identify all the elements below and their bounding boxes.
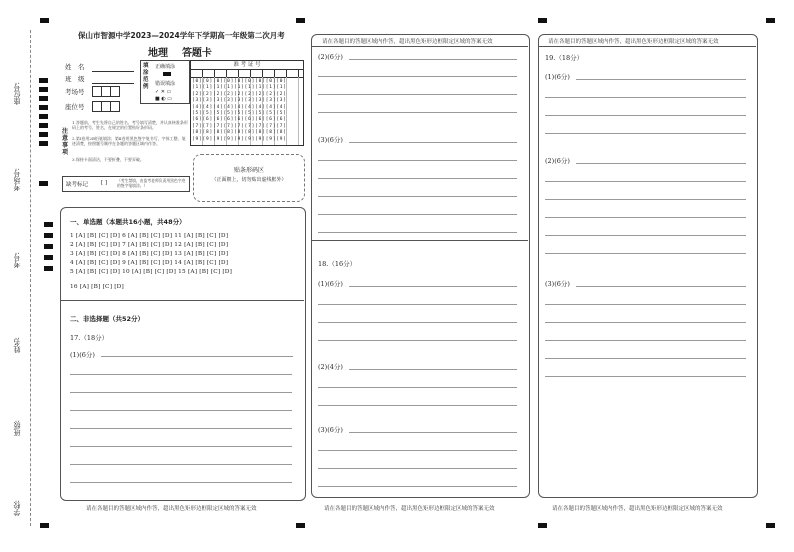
answer-line[interactable] [545, 133, 746, 134]
q19-title: 19.（18分） [545, 54, 584, 62]
barcode-area [193, 154, 305, 202]
q19-3-label: (3)(6分) [545, 280, 570, 288]
seat-digit-box[interactable] [110, 101, 120, 112]
card-name: 答题卡 [181, 48, 212, 59]
notes-line: 1.答题前，考生先将自己的姓名、考号填写清楚，并认真核准条形码上的考号、姓名，在规定的位置贴好条形码。 [72, 120, 188, 130]
section1-title: 一、单选题（本题共16小题，共48分） [70, 218, 186, 226]
col2-warning: 请在各题目的答题区域内作答，超出黑色矩形边框限定区域的答案无效 [322, 39, 493, 45]
answer-line[interactable] [349, 59, 517, 60]
class-input-line[interactable] [92, 83, 134, 84]
answer-line[interactable] [318, 322, 517, 323]
absent-box [62, 176, 190, 192]
q17-q18-divider [312, 240, 528, 241]
school-field[interactable]: 学校: [13, 500, 21, 517]
footer-warning: 请在各题目的答题区域内作答，超出黑色矩形边框限定区域的答案无效 [324, 506, 495, 512]
answer-line[interactable] [545, 235, 746, 236]
answer-line[interactable] [545, 115, 746, 116]
correct-fill-sample [163, 72, 171, 76]
mc-row[interactable]: 1 [A] [B] [C] [D] 6 [A] [B] [C] [D] 11 [A] [B] [C] [D] [70, 233, 229, 239]
answer-line[interactable] [576, 286, 746, 287]
answer-line[interactable] [70, 392, 292, 393]
fill-guide-correct: 正确填涂 [155, 64, 176, 70]
answer-line[interactable] [545, 304, 746, 305]
timing-mark [44, 233, 53, 238]
timing-mark [39, 114, 48, 119]
alignment-mark [766, 523, 775, 528]
absent-label: 缺考标记 [66, 182, 89, 188]
name-field[interactable]: 姓名: [13, 337, 21, 354]
timing-mark [39, 96, 48, 101]
timing-mark [39, 181, 48, 186]
answer-line[interactable] [70, 410, 292, 411]
footer-warning: 请在各题目的答题区域内作答，超出黑色矩形边框限定区域的答案无效 [552, 506, 723, 512]
alignment-mark [40, 18, 49, 23]
alignment-mark [538, 18, 547, 23]
class-label: 班 级 [65, 75, 85, 83]
mc-row[interactable]: 3 [A] [B] [C] [D] 8 [A] [B] [C] [D] 13 [A] [B] [C] [D] [70, 251, 229, 257]
answer-line[interactable] [318, 76, 517, 77]
answer-panel-3 [538, 34, 758, 498]
answer-line[interactable] [576, 79, 746, 80]
answer-line[interactable] [318, 450, 517, 451]
answer-line[interactable] [318, 178, 517, 179]
col3-warning: 请在各题目的答题区域内作答，超出黑色矩形边框限定区域的答案无效 [548, 39, 719, 45]
mc-row[interactable]: 16 [A] [B] [C] [D] [70, 284, 124, 290]
alignment-mark [538, 523, 547, 528]
answer-line[interactable] [349, 142, 517, 143]
q19-2-label: (2)(6分) [545, 157, 570, 165]
answer-line[interactable] [318, 214, 517, 215]
answer-line[interactable] [318, 232, 517, 233]
timing-mark [39, 123, 48, 128]
answer-line[interactable] [318, 486, 517, 487]
alignment-mark [296, 18, 305, 23]
notes-title: 注意事项 [62, 128, 69, 156]
timing-mark [39, 87, 48, 92]
answer-line[interactable] [349, 432, 517, 433]
answer-line[interactable] [70, 482, 292, 483]
answer-line[interactable] [318, 387, 517, 388]
answer-line[interactable] [545, 199, 746, 200]
mc-row[interactable]: 5 [A] [B] [C] [D] 10 [A] [B] [C] [D] 15 [A] [B] [C] [D] [70, 269, 233, 275]
exam-no-field[interactable]: 考号: [13, 252, 21, 269]
exam-number-title: 准 考 证 号 [191, 61, 303, 70]
barcode-note: （正面朝上，切勿贴出虚线框外） [211, 177, 287, 183]
section-divider [61, 300, 304, 301]
name-input-line[interactable] [92, 71, 134, 72]
answer-line[interactable] [545, 322, 746, 323]
alignment-mark [40, 523, 49, 528]
name-label: 姓 名 [65, 63, 85, 71]
subject-title [148, 44, 212, 59]
answer-line[interactable] [318, 304, 517, 305]
answer-line[interactable] [318, 468, 517, 469]
q18-1-label: (1)(6分) [318, 280, 343, 288]
timing-mark [39, 78, 48, 83]
answer-line[interactable] [70, 446, 292, 447]
mc-row[interactable]: 4 [A] [B] [C] [D] 9 [A] [B] [C] [D] 14 [A] [B] [C] [D] [70, 260, 229, 266]
seat-no-field[interactable]: 座位号: [13, 82, 21, 106]
timing-mark [44, 266, 53, 271]
fill-guide [140, 60, 190, 104]
mc-row[interactable]: 2 [A] [B] [C] [D] 7 [A] [B] [C] [D] 12 [A] [B] [C] [D] [70, 242, 229, 248]
q19-1-label: (1)(6分) [545, 73, 570, 81]
answer-line[interactable] [545, 253, 746, 254]
fill-guide-title: 填涂范例 [143, 63, 149, 90]
answer-line[interactable] [318, 112, 517, 113]
q17-title: 17.（18分） [70, 334, 109, 342]
timing-mark [39, 105, 48, 110]
notes-box [62, 118, 188, 172]
absent-checkbox[interactable]: [ ] [101, 180, 108, 186]
answer-line[interactable] [70, 428, 292, 429]
barcode-title: 贴条形码区 [233, 167, 264, 174]
subject-name: 地理 [148, 48, 168, 59]
timing-mark [44, 222, 53, 227]
answer-line[interactable] [318, 94, 517, 95]
timing-mark [39, 141, 48, 146]
q18-2-label: (2)(4分) [318, 363, 343, 371]
col2-divider [312, 46, 528, 47]
absent-note: （考生禁填，由监考老师负责用黑色字迹的签字笔填涂。） [117, 178, 186, 188]
answer-line[interactable] [318, 340, 517, 341]
answer-line[interactable] [576, 163, 746, 164]
alignment-mark [766, 18, 775, 23]
answer-line[interactable] [318, 405, 517, 406]
room-no-field[interactable]: 考场号: [13, 168, 21, 192]
school-title: 保山市智源中学2023—2024学年下学期高一年级第二次月考 [78, 31, 285, 40]
q18-3-label: (3)(6分) [318, 426, 343, 434]
alignment-mark [296, 523, 305, 528]
wrong-fill-samples: ✓ ✕ ▭ [155, 89, 172, 95]
answer-line[interactable] [70, 464, 292, 465]
wrong-fill-samples: ■ ◐ ▭ [155, 96, 172, 102]
notes-line: 3.保持卡面清洁，不要折叠，不要弄破。 [72, 157, 144, 162]
answer-line[interactable] [545, 97, 746, 98]
q17-3-label: (3)(6分) [318, 136, 343, 144]
answer-line[interactable] [545, 340, 746, 341]
room-label: 考场号 [65, 88, 85, 96]
timing-mark [44, 255, 53, 260]
class-field[interactable]: 班级: [13, 420, 21, 437]
answer-line[interactable] [70, 374, 292, 375]
answer-line[interactable] [349, 286, 517, 287]
answer-line[interactable] [545, 358, 746, 359]
q17-2-label: (2)(6分) [318, 53, 343, 61]
seat-label: 座位号 [65, 103, 85, 111]
exam-number-grid[interactable] [190, 60, 304, 146]
exam-number-digit-rows: [0][0][0][0][0][0][0][0][0] [1][1][1][1][1][1][1][1][1] [2][2][2][2][2][2][2][2][2] [3][3][3][3][3][3][3][3][3] [4][4][4][4][4][4][4][4][4] [5][5][5][5][5][5][5][5][5] [6][6][6][6][6][6][6][6][6] [7][7][7][7][7][7][7][7][7] [8][8][8][8][8][8][8][8][8] [9][9][9][9][9][9][9][9][9] [192, 79, 287, 142]
answer-line[interactable] [545, 181, 746, 182]
answer-line[interactable] [545, 376, 746, 377]
section2-title: 二、非选择题（共52分） [70, 315, 145, 323]
footer-warning: 请在各题目的答题区域内作答，超出黑色矩形边框限定区域的答案无效 [86, 506, 257, 512]
col3-divider [539, 46, 756, 47]
timing-mark [39, 132, 48, 137]
timing-mark [44, 244, 53, 249]
q18-title: 18.（16分） [318, 260, 357, 268]
answer-line[interactable] [545, 217, 746, 218]
answer-line[interactable] [318, 160, 517, 161]
room-digit-box[interactable] [110, 86, 120, 97]
answer-line[interactable] [318, 196, 517, 197]
exam-number-bubbles[interactable] [191, 77, 303, 145]
notes-line: 2.第Ⅰ卷用2B铅笔填涂；第Ⅱ卷用黑色签字笔书写，字体工整、笔迹清楚，按照题号顺序在各题的答题区域内作答。 [72, 136, 186, 146]
fill-guide-wrong: 错误填涂 [155, 81, 176, 87]
binding-line [30, 30, 31, 526]
answer-line[interactable] [349, 369, 517, 370]
q17-1-label: (1)(6分) [70, 351, 95, 359]
answer-line[interactable] [101, 356, 293, 357]
